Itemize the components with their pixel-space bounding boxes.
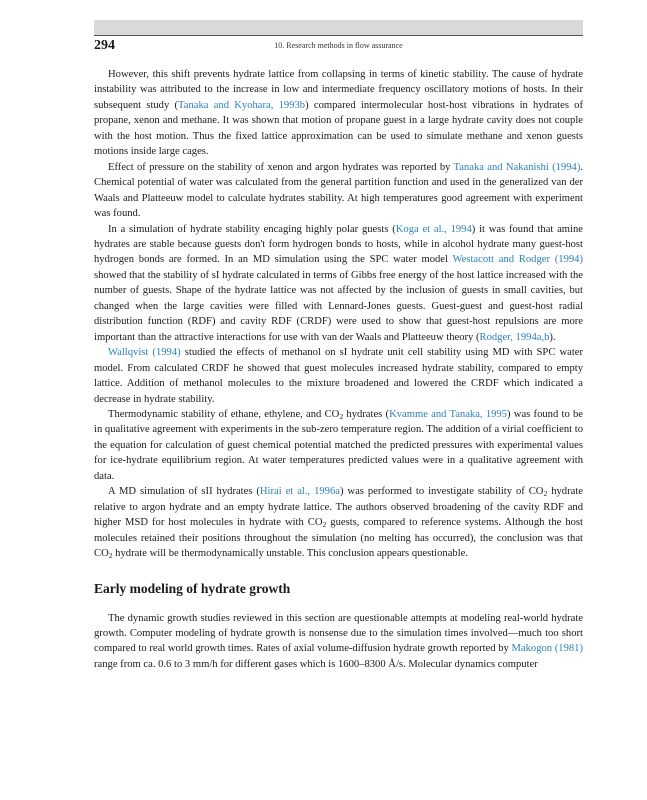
subscript: 2 (322, 520, 327, 530)
text-run: studied the effects of methanol on sI hydrate unit cell stability using MD with SPC water model. From calculated CRDF he showed that guest molecules increased hydrate stability, compared to empty lattice. Addition of methanol molecules to the mixture broadened and lowered the CRDF which indicated a decrease in hydrate stability. (94, 347, 583, 405)
text-run: A MD simulation of sII hydrates ( (108, 486, 260, 498)
text-run: However, this shift prevents hydrate lattice from collapsing in terms of kinetic stability. The cause of hydrate instability was attributed to the increase in low and intermediate frequency oscillatory motions of hosts. In their subsequent study ( (94, 69, 583, 111)
text-run: ) was performed to investigate stability of CO (339, 486, 544, 498)
header-bar (94, 20, 583, 35)
citation-link[interactable]: Westacott and Rodger (1994) (452, 254, 583, 266)
paragraph (94, 407, 583, 484)
body-text (94, 67, 583, 672)
section-paragraph-container (94, 611, 583, 673)
paragraph (94, 484, 583, 561)
paragraph (94, 160, 583, 222)
paragraph (94, 222, 583, 346)
citation-link[interactable]: Tanaka and Kyohara, 1993b (178, 99, 306, 111)
paragraph (94, 67, 583, 160)
subscript: 2 (108, 550, 113, 560)
citation-link[interactable]: Rodger, 1994a,b (479, 331, 550, 343)
section-paragraph (94, 611, 583, 673)
subscript: 2 (339, 411, 344, 421)
subscript: 2 (543, 489, 548, 499)
text-run: ). (549, 331, 556, 343)
paragraph-list (94, 67, 583, 562)
text-run: ) it was found that amine hydrates are stable because guests don't form hydrogen bonds to hosts, while in alcohol hydrate many guest-host hydrogen bonds are formed. In an MD simulation using the SPC water model (94, 223, 583, 266)
citation-link[interactable]: Kvamme and Tanaka, 1995 (389, 408, 508, 420)
running-head: 10. Research methods in flow assurance (274, 41, 403, 50)
text-run: hydrates ( (343, 408, 390, 420)
text-run: The dynamic growth studies reviewed in this section are questionable attempts at modeling real-world hydrate growth. Computer modeling of hydrate growth is nonsense due to the simulation times involved—much too short compared to real world growth times. Rates of axial volume-diffusion hydrate growth reported by (94, 612, 583, 655)
citation-link[interactable]: Koga et al., 1994 (395, 223, 472, 235)
citation-link[interactable]: Makogon (1981) (511, 643, 583, 655)
citation-link[interactable]: Hirai et al., 1996a (259, 486, 340, 498)
citation-link[interactable]: Wallqvist (1994) (108, 347, 181, 359)
text-run: hydrate will be thermodynamically unstable. This conclusion appears questionable. (112, 548, 469, 560)
page-header (94, 35, 583, 55)
text-run: range from ca. 0.6 to 3 mm/h for different gases which is 1600–8300 Å/s. Molecular dynamics computer (94, 658, 538, 670)
section-title: Early modeling of hydrate growth (94, 580, 291, 596)
text-run: . Chemical potential of water was calculated from the general partition function and used in the generalized van der Waals and Platteeuw model to calculate hydrates stability. At high temperatures good agreement with experiment was found. (94, 161, 583, 220)
text-run: Effect of pressure on the stability of xenon and argon hydrates was reported by (108, 161, 454, 173)
text-run: ) was found to be in qualitative agreement with experiments in the sub-zero temperature region. The addition of a virial coefficient to the equation for calculation of guest chemical potential matched the predicted pressures with experimental values for ice-hydrate equilibrium region. At water temperatures predicted values were in a qualitative agreement with data. (94, 408, 583, 482)
text-run: ) compared intermolecular host-host vibrations in hydrates of propane, xenon and methane. It was shown that motion of propane guest in a large hydrate cavity does not couple with the host motion. Thus the fixed lattice approximation can be used to simulate methane and xenon guests motions inside large cages. (94, 99, 584, 158)
text-run: Thermodynamic stability of ethane, ethylene, and CO (108, 408, 340, 420)
paragraph (94, 345, 583, 407)
text-run: hydrate relative to argon hydrate and an empty hydrate lattice. The authors observed broadening of the cavity RDF and higher MSD for host molecules in hydrate with CO (94, 486, 583, 529)
text-run: showed that the stability of sI hydrate calculated in terms of Gibbs free energy of the host lattice increased with the number of guests. Shape of the hydrate lattice was not affected by the inclusion of guests in small cavities, but changed when the large cavities were filled with Lennard-Jones guests. Guest-guest and guest-host radial distribution function (RDF) and cavity RDF (CRDF) were used to show that guest-host repulsions are more important than the attractive interactions for use with van der Waals and Platteeuw theory ( (94, 269, 583, 343)
page-number: 294 (94, 38, 115, 53)
text-run: guests, compared to reference systems. Although the host molecules retained their positions throughout the simulation (no melting has occurred), the conclusion was that CO (94, 517, 583, 560)
text-run: In a simulation of hydrate stability encaging highly polar guests ( (108, 223, 396, 235)
citation-link[interactable]: Tanaka and Nakanishi (1994) (453, 161, 581, 173)
